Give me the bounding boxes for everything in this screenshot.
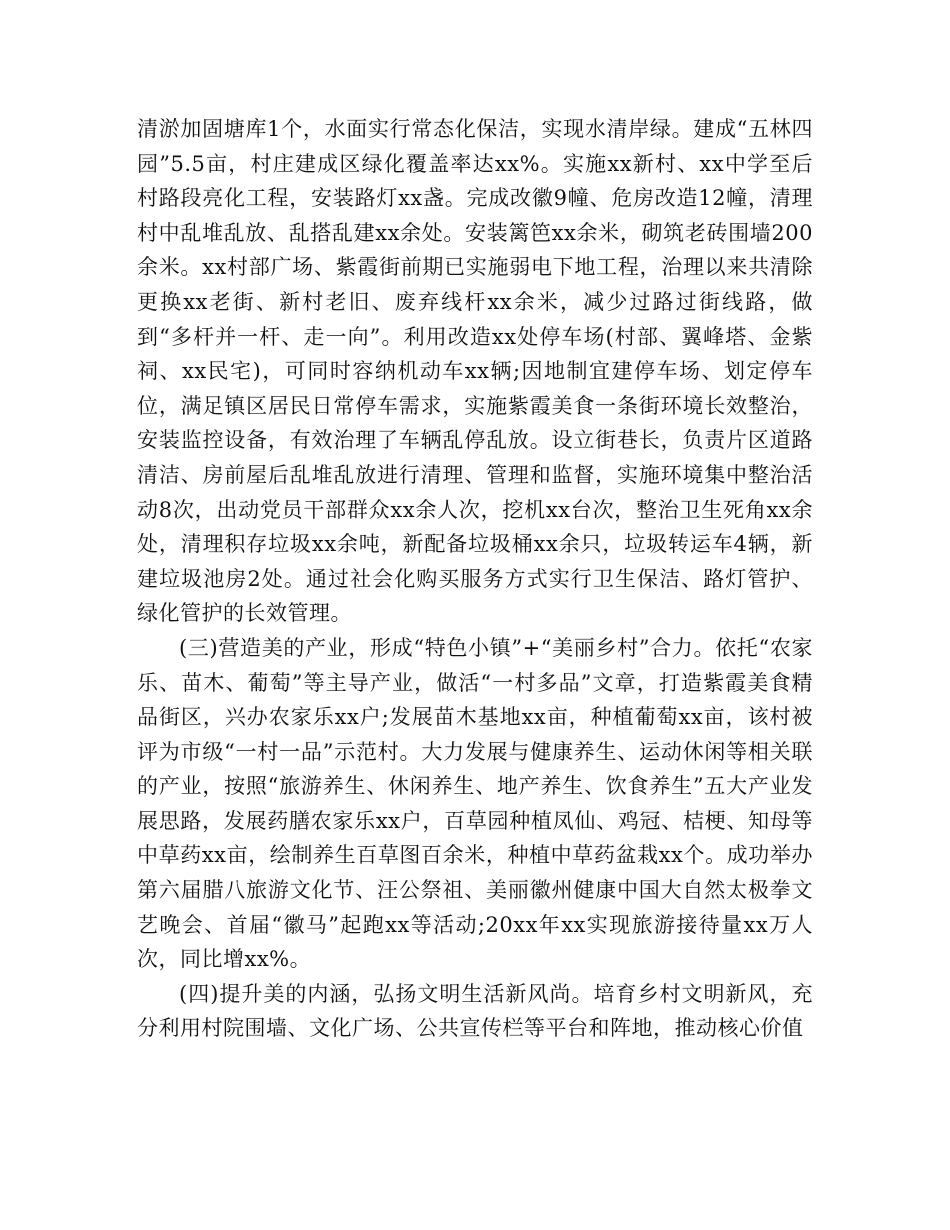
- paragraph-section-four: (四)提升美的内涵，弘扬文明生活新风尚。培育乡村文明新风，充分利用村院围墙、文化广场、公共宣传栏等平台和阵地，推动核心价值: [137, 981, 813, 1041]
- paragraph-continued: 清淤加固塘库1个，水面实行常态化保洁，实现水清岸绿。建成“五林四园”5.5亩，村庄建成区绿化覆盖率达xx%。实施xx新村、xx中学至后村路段亮化工程，安装路灯xx盏。完成改徽9幢、危房改造12幢，清理村中乱堆乱放、乱搭乱建xx余处。安装篱笆xx余米，砌筑老砖围墙200余米。xx村部广场、紫霞街前期已实施弱电下地工程，治理以来共清除更换xx老街、新村老旧、废弃线杆xx余米，减少过路过街线路，做到“多杆并一杆、走一向”。利用改造xx处停车场(村部、翼峰塔、金紫祠、xx民宅)，可同时容纳机动车xx辆;因地制宜建停车场、划定停车位，满足镇区居民日常停车需求，实施紫霞美食一条街环境长效整治，安装监控设备，有效治理了车辆乱停乱放。设立街巷长，负责片区道路清洁、房前屋后乱堆乱放进行清理、管理和监督，实施环境集中整治活动8次，出动党员干部群众xx余人次，挖机xx台次，整治卫生死角xx余处，清理积存垃圾xx余吨，新配备垃圾桶xx余只，垃圾转运车4辆，新建垃圾池房2处。通过社会化购买服务方式实行卫生保洁、路灯管护、绿化管护的长效管理。: [137, 117, 813, 626]
- body-text: [137, 112, 813, 1046]
- paragraph-section-three: (三)营造美的产业，形成“特色小镇”+“美丽乡村”合力。依托“农家乐、苗木、葡萄”等主导产业，做活“一村多品”文章，打造紫霞美食精品街区，兴办农家乐xx户;发展苗木基地xx亩，种植葡萄xx亩，该村被评为市级“一村一品”示范村。大力发展与健康养生、运动休闲等相关联的产业，按照“旅游养生、休闲养生、地产养生、饮食养生”五大产业发展思路，发展药膳农家乐xx户，百草园种植凤仙、鸡冠、桔梗、知母等中草药xx亩，绘制养生百草图百余米，种植中草药盆栽xx个。成功举办第六届腊八旅游文化节、汪公祭祖、美丽徽州健康中国大自然太极拳文艺晚会、首届“徽马”起跑xx等活动;20xx年xx实现旅游接待量xx万人次，同比增xx%。: [137, 635, 813, 972]
